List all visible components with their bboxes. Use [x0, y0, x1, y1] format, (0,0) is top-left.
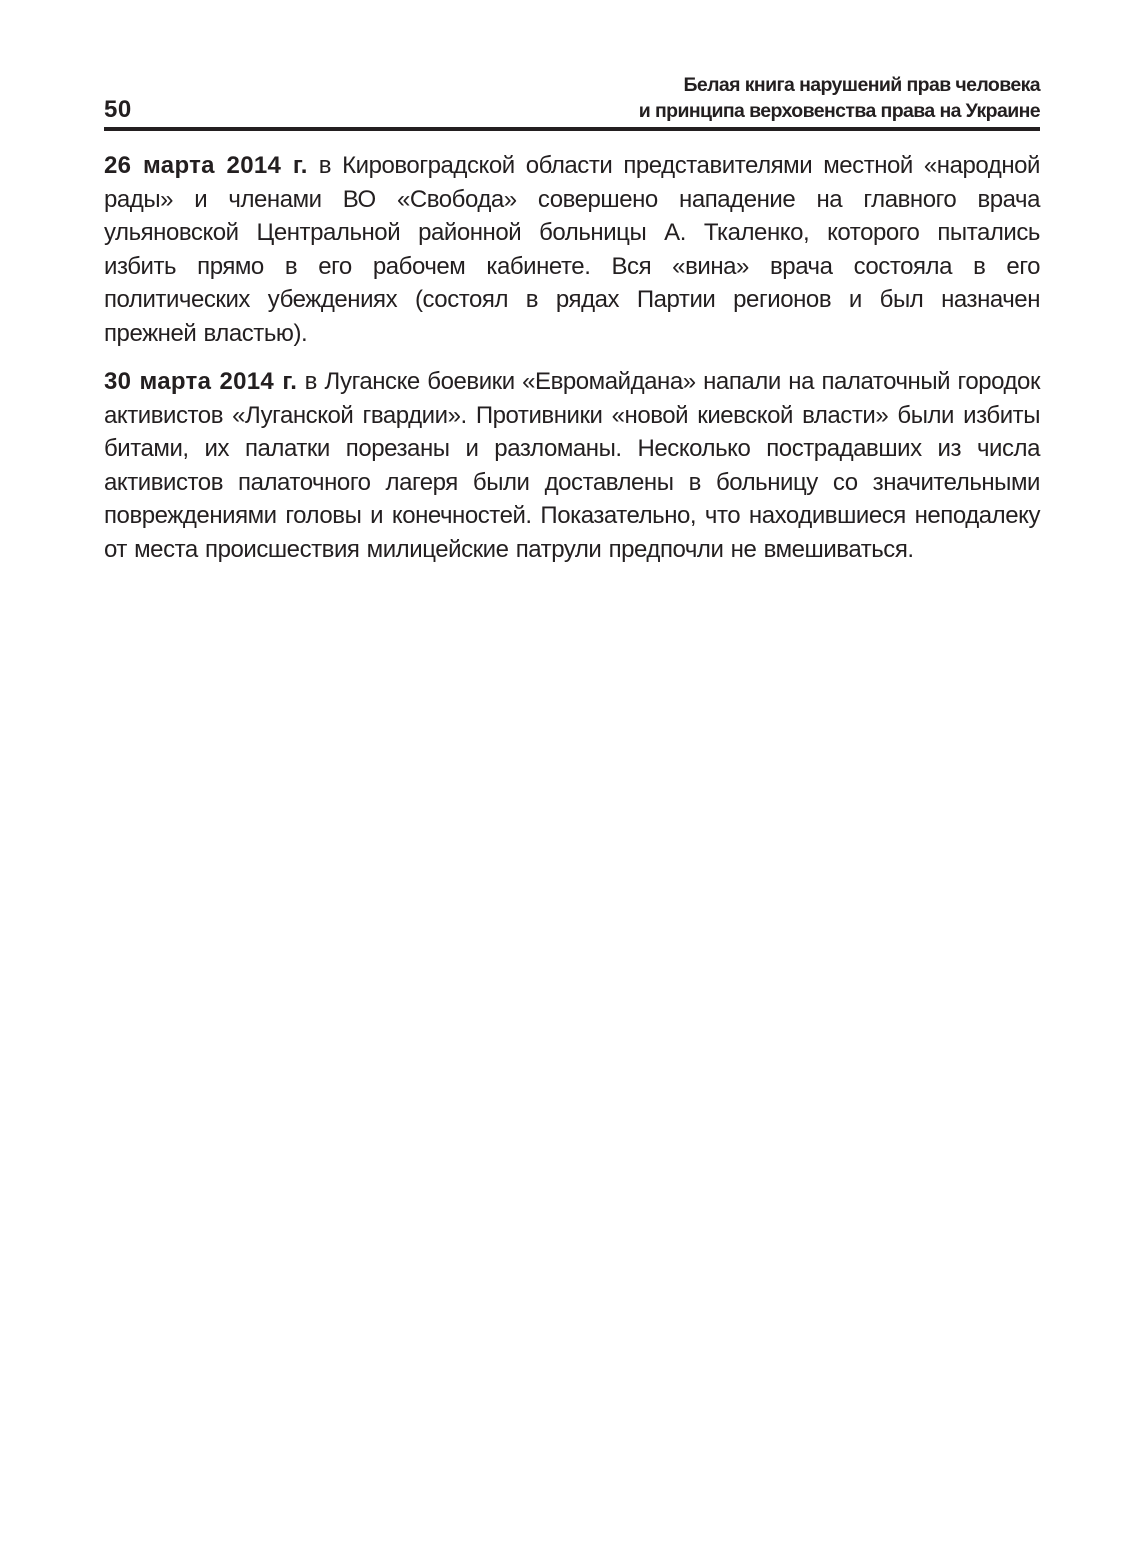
- running-title: [639, 72, 1040, 124]
- paragraph-text: в Кировоградской области представителями местной «народной рады» и членами ВО «Свобода» совершено нападение на главного врача ульяновской Центральной районной больницы А. Ткаленко, которого пытались избить прямо в его рабочем кабинете. Вся «вина» врача состояла в его политических убеждениях (состоял в рядах Партии регионов и был назначен прежней властью).: [104, 152, 1040, 347]
- paragraph-date: 26 марта 2014 г.: [104, 152, 308, 179]
- paragraph-march-26: [104, 149, 1040, 350]
- page-number: 50: [104, 96, 132, 123]
- running-title-line-1: Белая книга нарушений прав человека: [683, 74, 1040, 96]
- body-text: [104, 149, 1040, 581]
- page-header: [104, 72, 1040, 130]
- paragraph-date: 30 марта 2014 г.: [104, 368, 298, 395]
- header-divider: [104, 127, 1040, 131]
- paragraph-march-30: [104, 365, 1040, 566]
- running-title-line-2: и принципа верховенства права на Украине: [638, 100, 1040, 122]
- paragraph-text: в Луганске боевики «Евромайдана» напали на палаточный городок активистов «Луганской гвардии». Противники «новой киевской власти» были избиты битами, их палатки порезаны и разломаны. Несколько пострадавших из числа активистов палаточного лагеря были доставлены в больницу со значительными повреждениями головы и конечностей. Показательно, что находившиеся неподалеку от места происшествия милицейские патрули предпочли не вмешиваться.: [104, 368, 1040, 563]
